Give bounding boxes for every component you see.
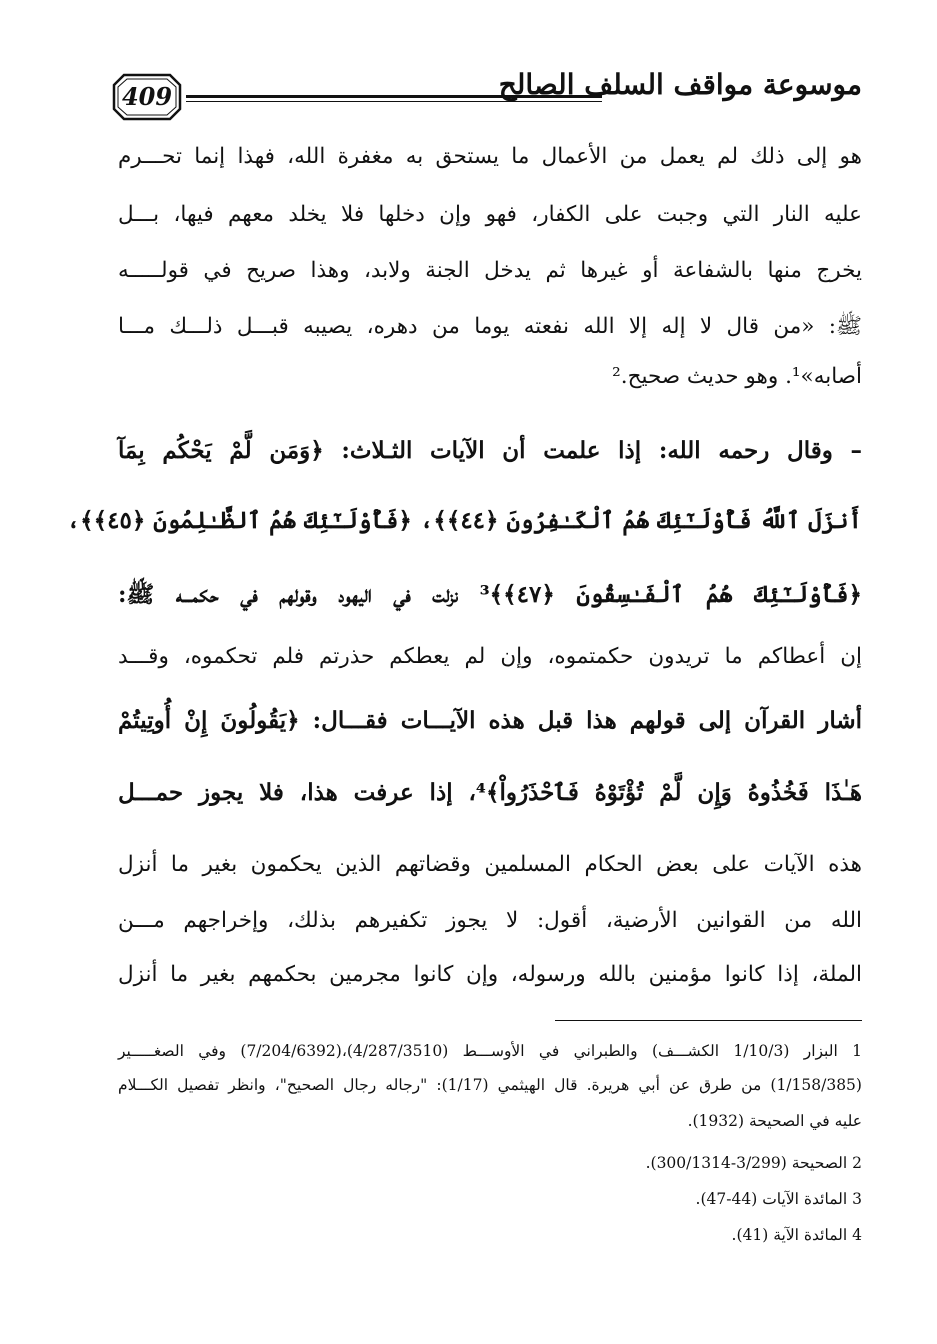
text-line: الملة، إذا كانوا مؤمنين بالله ورسوله، وإن كانوا مجرمين بحكمهم بغير ما أنزل [118,962,862,987]
footnote-line: عليه في الصحيحة (1932). [687,1112,862,1130]
footnote-line: 1 البزار (1/10/3 الكشـــف) والطبراني في الأوســـط (4/287/3510)،(7/204/6392) وفي الصغـــــير [118,1042,862,1060]
text-line: يخرج منها بالشفاعة أو غيرها ثم يدخل الجنة ولابد، وهذا صريح في قولـــــه [118,258,862,283]
footnote-line: 4 المائدة الآية (41). [731,1226,862,1244]
footnote-line: (1/158/385) من طرق عن أبي هريرة. قال الهيثمي (1/17): "رجاله رجال الصحيح"، وانظر تفصيل الكـــلام [118,1076,862,1094]
text-line: أشار القرآن إلى قولهم هذا قبل هذه الآيـــات فقـــال: ﴿يَقُولُونَ إِنْ أُوتِيتُمْ [118,707,862,734]
text-line: الله من القوانين الأرضية، أقول: لا يجوز تكفيرهم بذلك، وإخراجهم مـــن [118,908,862,933]
page-header [100,62,862,132]
header-rule-thin [186,101,602,102]
book-title: موسوعة مواقف السلف الصالح [498,68,862,101]
page-number-badge [110,72,184,122]
text-line: أَنزَلَ ٱللَّهُ فَأُوْلَـٰٓئِكَ هُمُ ٱلْكَـٰفِرُونَ ﴿٤٤﴾﴾، ﴿فَأُوْلَـٰٓئِكَ هُمُ ٱلظَّـٰلِمُونَ ﴿٤٥﴾﴾، [66,507,862,534]
text-line: إن أعطاكم ما تريدون حكمتموه، وإن لم يعطكم حذرتم فلم تحكموه، وقـــد [118,644,862,669]
text-line: هَـٰذَا فَخُذُوهُ وَإِن لَّمْ تُؤْتَوْهُ فَٱحْذَرُواْ﴾⁴، إذا عرفت هذا، فلا يجوز حمـــل [118,779,862,806]
footnote-line: 2 الصحيحة (3/299-300/1314). [645,1154,862,1172]
text-line: – وقال رحمه الله: إذا علمت أن الآيات الثـلاث: ﴿وَمَن لَّمْ يَحْكُم بِمَآ [118,437,862,464]
text-line: ﴿فَأُوْلَـٰٓئِكَ هُمُ ٱلْفَـٰسِقُونَ ﴿٤٧﴾﴾³ نزلت في اليهود وقولهم في حكمـــه ﷺ: [118,581,862,608]
text-line: هو إلى ذلك لم يعمل من الأعمال ما يستحق به مغفرة الله، فهذا إنما تحـــرم [118,144,862,169]
text-line: أصابه»¹. وهو حديث صحيح.² [612,364,862,389]
page-number: 409 [121,82,173,111]
footnote-line: 3 المائدة الآيات (44-47). [695,1190,862,1208]
text-line: ﷺ: «من قال لا إله إلا الله نفعته يوما من دهره، يصيبه قبـــل ذلـــك مـــا [118,314,862,339]
text-line: عليه النار التي وجبت على الكفار، فهو وإن دخلها فلا يخلد معهم فيها، بـــل [118,202,862,227]
footnote-separator [555,1020,862,1021]
text-line: هذه الآيات على بعض الحكام المسلمين وقضاتهم الذين يحكمون بغير ما أنزل [118,852,862,877]
